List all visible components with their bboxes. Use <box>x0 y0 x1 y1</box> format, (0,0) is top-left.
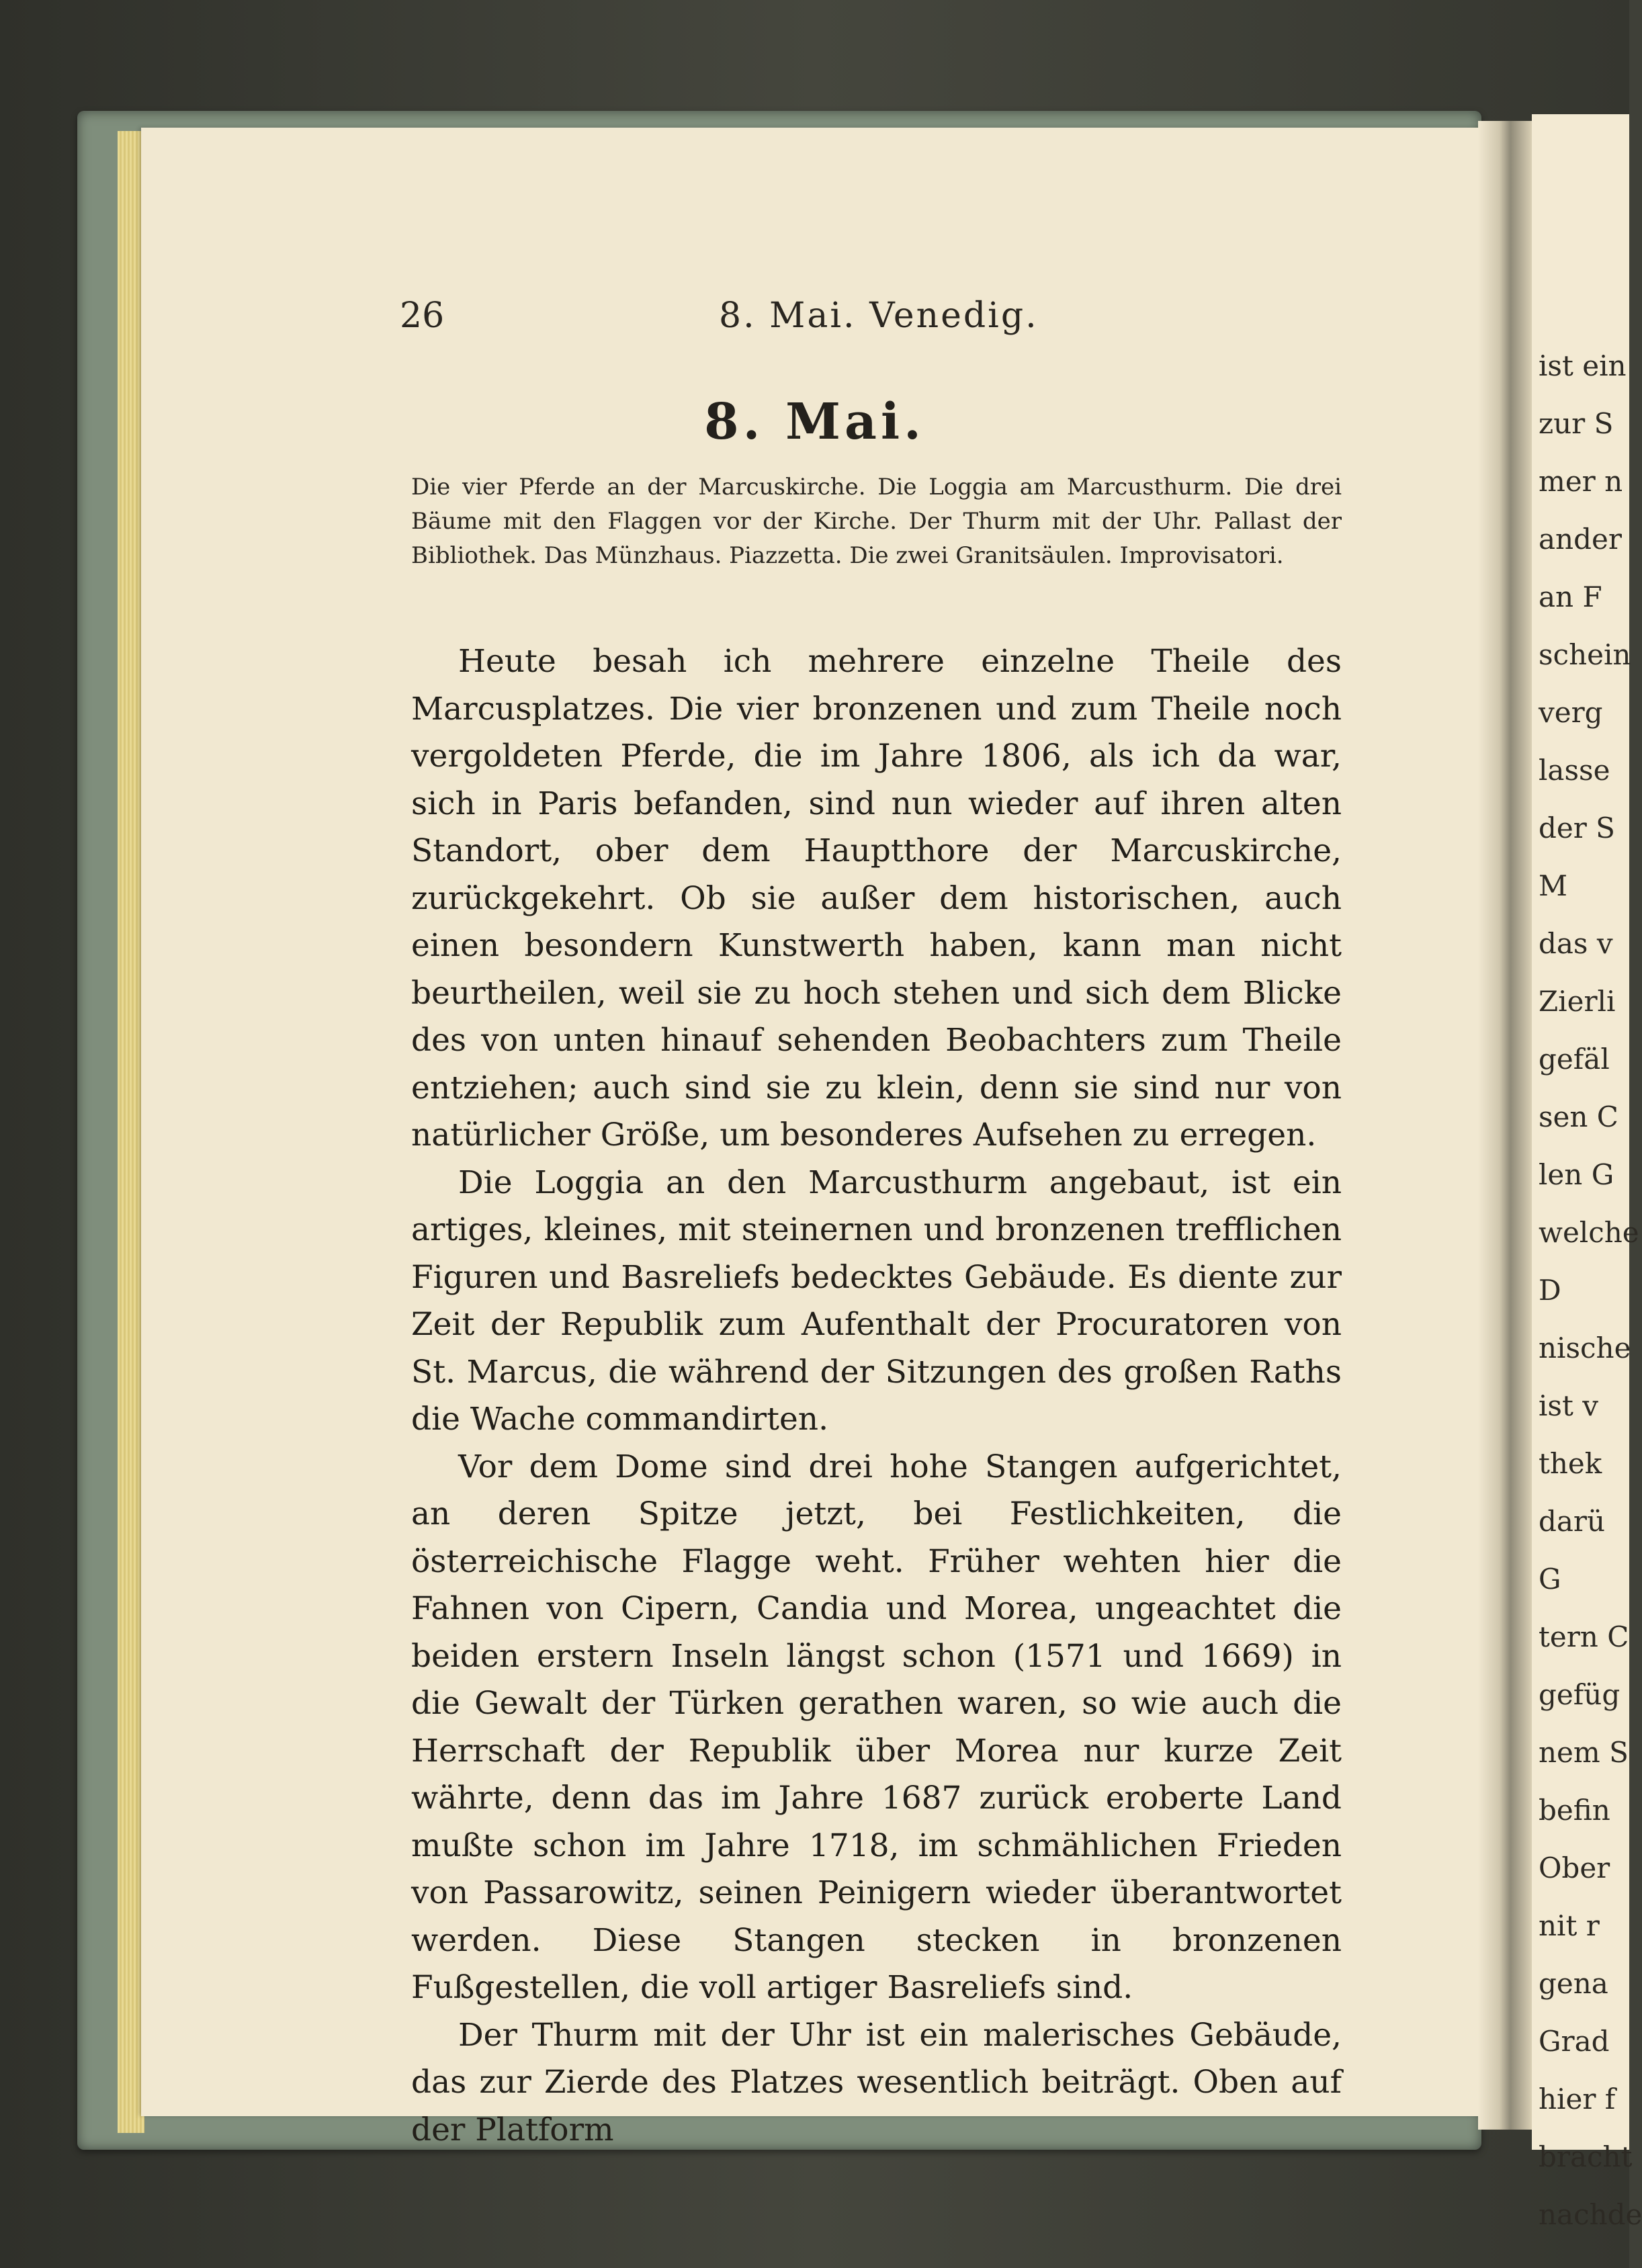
next-page-fragment: bracht <box>1539 2140 1633 2173</box>
next-page-fragment: nische <box>1539 1332 1631 1364</box>
next-page-fragment: Zierli <box>1539 985 1616 1018</box>
next-page-fragment: welche <box>1539 1216 1639 1249</box>
next-page-fragment: gefüg <box>1539 1678 1621 1711</box>
next-page-fragment: thek <box>1539 1447 1602 1480</box>
next-page-fragment: mer n <box>1539 465 1623 498</box>
next-page-fragment: darü <box>1539 1505 1606 1538</box>
paragraph: Der Thurm mit der Uhr ist ein malerisches Gebäude, das zur Zierde des Platzes wesentlich beiträgt. Oben auf der Platform <box>411 2016 1342 2148</box>
page-number: 26 <box>400 296 445 336</box>
next-page-fragment: gena <box>1539 1967 1608 2000</box>
next-page-fragment: an F <box>1539 580 1602 613</box>
chapter-title: 8. Mai. <box>704 393 925 451</box>
next-page-fragment: verg <box>1539 696 1603 729</box>
running-title: 8. Mai. Venedig. <box>719 296 1039 336</box>
next-page-fragment: ist v <box>1539 1389 1598 1422</box>
next-page-fragment: zur S <box>1539 407 1614 440</box>
next-page-fragment: nem S <box>1539 1736 1629 1769</box>
paragraph: Heute besah ich mehrere einzelne Theile des Marcusplatzes. Die vier bronzenen und zum Theile noch vergoldeten Pferde, die im Jahre 1806, als ich da war, sich in Paris befanden, sind nun wieder auf ihren alten Standort, ober dem Hauptthore der Marcuskirche, zurückgekehrt. Ob sie außer dem historischen, auch einen besondern Kunstwerth haben, kann man nicht beurtheilen, weil sie zu hoch stehen und sich dem Blicke des von unten hinauf sehenden Beobachters zum Theile entziehen; auch sind sie zu klein, denn sie sind nur von natürlicher Größe, um besonderes Aufsehen zu erregen. <box>411 643 1342 1153</box>
paragraph: Vor dem Dome sind drei hohe Stangen aufgerichtet, an deren Spitze jetzt, bei Festlichkeiten, die österreichische Flagge weht. Früher wehten hier die Fahnen von Cipern, Candia und Morea, ungeachtet die beiden erstern Inseln längst schon (1571 und 1669) in die Gewalt der Türken gerathen waren, so wie auch die Herrschaft der Republik über Morea nur kurze Zeit währte, denn das im Jahre 1687 zurück eroberte Land mußte schon im Jahre 1718, im schmählichen Frieden von Passarowitz, seinen Peinigern wieder überantwortet werden. Diese Stangen stecken in bronzenen Fußgestellen, die voll artiger Basreliefs sind. <box>411 1448 1342 2006</box>
next-page-fragment: D <box>1539 1274 1561 1307</box>
next-page-fragment: der S <box>1539 812 1615 844</box>
chapter-summary: Die vier Pferde an der Marcuskirche. Die Loggia am Marcusthurm. Die drei Bäume mit den Flaggen vor der Kirche. Der Thurm mit der Uhr. Pallast der Bibliothek. Das Münzhaus. Piazzetta. Die zwei Granitsäulen. Improvisatori. <box>411 474 1342 569</box>
next-page-fragment: sen C <box>1539 1100 1618 1133</box>
next-page-fragment: befin <box>1539 1794 1610 1827</box>
next-page-fragment: hier f <box>1539 2083 1616 2116</box>
next-page-fragment: das v <box>1539 927 1613 960</box>
next-page-fragment: len G <box>1539 1158 1614 1191</box>
next-page-fragment: G <box>1539 1563 1561 1596</box>
next-page-fragment: ist ein <box>1539 349 1627 382</box>
next-page-fragment: ander <box>1539 523 1622 556</box>
next-page-fragment: M <box>1539 869 1568 902</box>
next-page-fragment: lasse <box>1539 754 1610 787</box>
body-text <box>411 638 1342 2154</box>
next-page-fragment: nit r <box>1539 1909 1600 1942</box>
next-page-fragment: tern C <box>1539 1620 1629 1653</box>
next-page-fragment: gefäl <box>1539 1043 1610 1076</box>
next-page-fragment: Grad <box>1539 2025 1610 2058</box>
paragraph: Die Loggia an den Marcusthurm angebaut, ist ein artiges, kleines, mit steinernen und bronzenen trefflichen Figuren und Basreliefs bedecktes Gebäude. Es diente zur Zeit der Republik zum Aufenthalt der Procuratoren von St. Marcus, die während der Sitzungen des großen Raths die Wache commandirten. <box>411 1164 1342 1438</box>
running-header <box>0 296 1629 349</box>
next-page-fragment: nachde <box>1539 2198 1642 2231</box>
next-page-fragment: schein <box>1539 638 1631 671</box>
next-page-fragment: Ober <box>1539 1851 1610 1884</box>
